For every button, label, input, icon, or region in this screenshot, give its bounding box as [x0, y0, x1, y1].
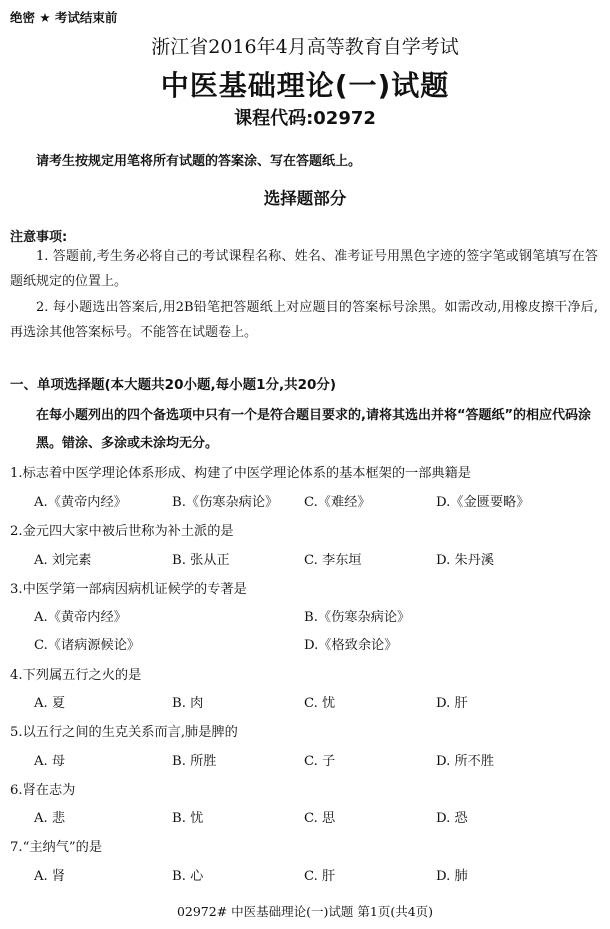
option-c: C.《诸病源候论》	[34, 638, 141, 653]
question-stem: 2.金元四大家中被后世称为补土派的是	[10, 524, 234, 539]
option-b: B. 肉	[172, 696, 204, 711]
option-a: A.《黄帝内经》	[34, 495, 127, 510]
option-d: D. 肝	[436, 696, 468, 711]
section-instruction: 在每小题列出的四个备选项中只有一个是符合题目要求的,请将其选出并将“答题纸”的相应代码涂黑。错涂、多涂或未涂均无分。	[36, 408, 592, 451]
question-stem: 3.中医学第一部病因病机证候学的专著是	[10, 582, 247, 597]
option-d: D.《格致余论》	[304, 638, 398, 653]
attention-item-2: 2. 每小题选出答案后,用2B铅笔把答题纸上对应题目的答案标号涂黑。如需改动,用橡皮擦干净后,再选涂其他答案标号。不能答在试题卷上。	[10, 300, 598, 340]
option-d: D. 恐	[436, 811, 468, 826]
option-c: C. 思	[304, 811, 336, 826]
page-footer: 02972# 中医基础理论(一)试题 第1页(共4页)	[176, 904, 434, 919]
option-d: D. 所不胜	[436, 754, 495, 769]
option-b: B.《伤寒杂病论》	[172, 495, 279, 510]
option-b: B. 张从正	[172, 553, 230, 568]
option-b: B.《伤寒杂病论》	[304, 610, 411, 625]
option-c: C. 忧	[304, 696, 336, 711]
question-stem: 7.“主纳气”的是	[10, 840, 103, 855]
question-stem: 5.以五行之间的生克关系而言,肺是脾的	[10, 725, 238, 740]
option-d: D. 肺	[436, 869, 468, 884]
answer-notice: 请考生按规定用笔将所有试题的答案涂、写在答题纸上。	[36, 154, 362, 169]
option-b: B. 忧	[172, 811, 204, 826]
attention-label: 注意事项:	[10, 230, 68, 245]
option-c: C.《难经》	[304, 495, 371, 510]
option-a: A. 母	[34, 754, 66, 769]
option-a: A. 悲	[34, 811, 66, 826]
option-c: C. 肝	[304, 869, 336, 884]
section-heading: 一、单项选择题(本大题共20小题,每小题1分,共20分)	[10, 377, 337, 393]
question-stem: 4.下列属五行之火的是	[10, 668, 142, 683]
option-b: B. 心	[172, 869, 204, 884]
question-stem: 6.肾在志为	[10, 783, 76, 798]
exam-line: 浙江省2016年4月高等教育自学考试	[151, 36, 459, 58]
option-a: A.《黄帝内经》	[34, 610, 127, 625]
option-a: A. 刘完素	[34, 553, 92, 568]
option-c: C. 子	[304, 754, 336, 769]
exam-title: 中医基础理论(一)试题	[160, 69, 450, 102]
option-d: D. 朱丹溪	[436, 553, 495, 568]
option-b: B. 所胜	[172, 754, 217, 769]
attention-item-1: 1. 答题前,考生务必将自己的考试课程名称、姓名、准考证号用黑色字迹的签字笔或钢笔填写在答题纸规定的位置上。	[10, 249, 598, 289]
secret-label: 绝密 ★ 考试结束前	[10, 10, 118, 25]
option-c: C. 李东垣	[304, 553, 362, 568]
course-code: 课程代码:02972	[234, 108, 376, 129]
part-title: 选择题部分	[263, 189, 347, 208]
option-a: A. 肾	[34, 869, 66, 884]
option-a: A. 夏	[34, 696, 66, 711]
question-stem: 1.标志着中医学理论体系形成、构建了中医学理论体系的基本框架的一部典籍是	[10, 466, 471, 481]
option-d: D.《金匮要略》	[436, 495, 530, 510]
